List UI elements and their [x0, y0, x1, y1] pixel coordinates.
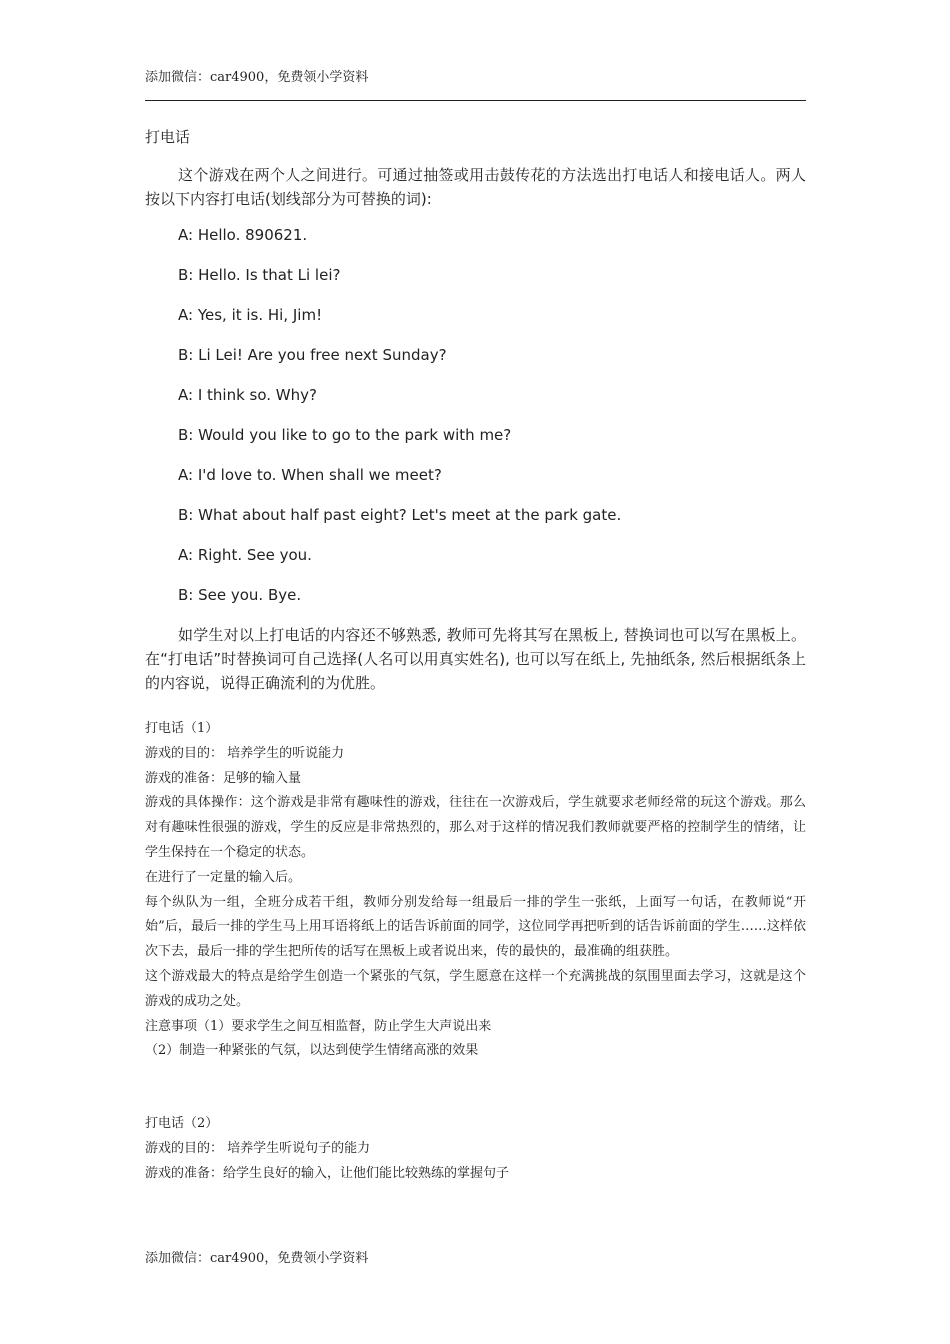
section-2-title: 打电话（2）: [145, 1116, 219, 1132]
header-divider: [145, 100, 806, 101]
note-paragraph: 如学生对以上打电话的内容还不够熟悉, 教师可先将其写在黑板上, 替换词也可以写在黑板上。在“打电话”时替换词可自己选择(人名可以用真实姓名), 也可以写在纸上, 先抽纸条, 然后根据纸条上的内容说，说得正确流利的为优胜。: [145, 626, 806, 692]
dialogue-line: A: Hello. 890621.: [178, 226, 308, 244]
game-title: 打电话: [145, 128, 191, 146]
dialogue-line: B: Li Lei! Are you free next Sunday?: [178, 346, 447, 364]
page-footer: 添加微信：car4900，免费领小学资料: [145, 1251, 369, 1266]
section-1-title: 打电话（1）: [145, 721, 219, 736]
dialogue-line: A: I think so. Why?: [178, 386, 317, 404]
section-1-preparation: 游戏的准备：足够的输入量: [145, 770, 302, 786]
section-1-operation: 游戏的具体操作：这个游戏是非常有趣味性的游戏，往往在一次游戏后，学生就要求老师经常的玩这个游戏。那么对有趣味性很强的游戏，学生的反应是非常热烈的，那么对于这样的情况我们教师就要严格的控制学生的情绪，让学生保持在一个稳定的状态。: [145, 795, 806, 860]
page-header: 添加微信：car4900，免费领小学资料: [145, 70, 369, 85]
intro-paragraph: 这个游戏在两个人之间进行。可通过抽签或用击鼓传花的方法选出打电话人和接电话人。两人按以下内容打电话(划线部分为可替换的词):: [145, 166, 806, 208]
section-1-step-1: 在进行了一定量的输入后。: [145, 869, 302, 885]
dialogue: [145, 223, 806, 623]
section-1-feature: 这个游戏最大的特点是给学生创造一个紧张的气氛，学生愿意在这样一个充满挑战的氛围里面去学习，这就是这个游戏的成功之处。: [145, 968, 806, 1009]
section-1: [145, 717, 806, 1064]
section-1-note-2: （2）制造一种紧张的气氛，以达到使学生情绪高涨的效果: [145, 1043, 479, 1059]
dialogue-line: B: Hello. Is that Li lei?: [178, 266, 341, 284]
section-2: [145, 1112, 806, 1186]
dialogue-line: B: See you. Bye.: [178, 586, 302, 604]
dialogue-line: B: What about half past eight? Let's meet at the park gate.: [178, 506, 622, 524]
document-body: [145, 125, 806, 1187]
dialogue-line: A: Yes, it is. Hi, Jim!: [178, 306, 323, 324]
spacer: [145, 1064, 806, 1112]
section-1-note-1: 注意事项（1）要求学生之间互相监督，防止学生大声说出来: [145, 1018, 492, 1034]
section-2-purpose: 游戏的目的： 培养学生听说句子的能力: [145, 1140, 371, 1156]
dialogue-line: A: I'd love to. When shall we meet?: [178, 466, 442, 484]
section-1-step-2: 每个纵队为一组，全班分成若干组，教师分别发给每一组最后一排的学生一张纸，上面写一句话，在教师说“开始”后，最后一排的学生马上用耳语将纸上的话告诉前面的同学，这位同学再把听到的话告诉前面的学生……这样依次下去，最后一排的学生把所传的话写在黑板上或者说出来，传的最快的，最准确的组获胜。: [145, 894, 806, 960]
section-2-preparation: 游戏的准备：给学生良好的输入，让他们能比较熟练的掌握句子: [145, 1165, 510, 1181]
dialogue-line: B: Would you like to go to the park with me?: [178, 426, 512, 444]
section-1-purpose: 游戏的目的： 培养学生的听说能力: [145, 745, 345, 761]
dialogue-line: A: Right. See you.: [178, 546, 312, 564]
